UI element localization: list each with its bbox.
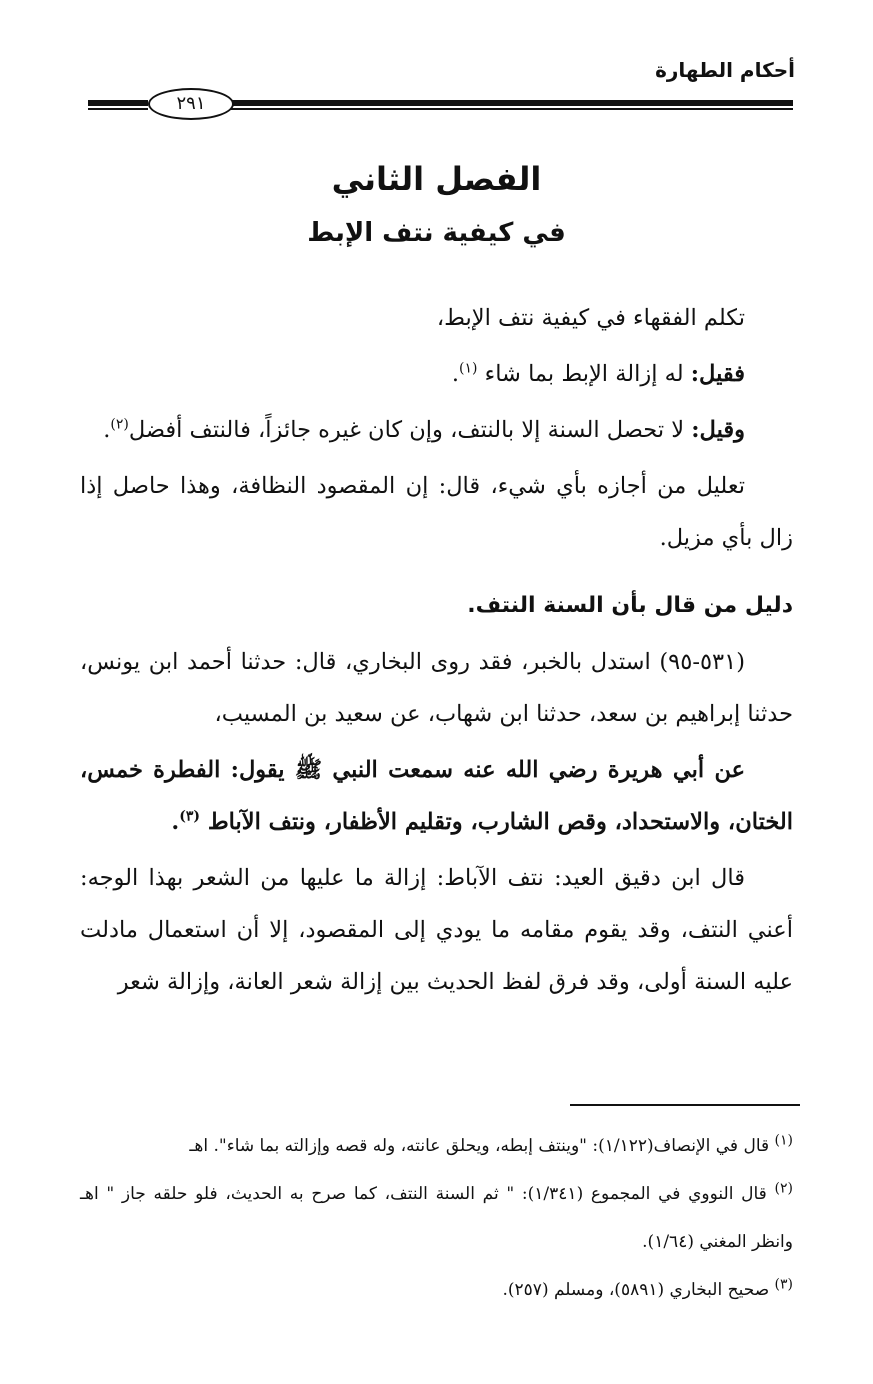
footnote-text: قال في الإنصاف(١/١٢٢): "وينتف إبطه، ويحلق عانته، وله قصه وإزالته بما شاء". اهـ <box>189 1136 770 1156</box>
chapter-subtitle: في كيفية نتف الإبط <box>307 218 566 248</box>
paragraph-first-opinion: فقيل: له إزالة الإبط بما شاء $^{(١)}$. <box>451 360 745 387</box>
footnote-separator <box>570 1104 800 1106</box>
footnote-number: (٣) <box>774 1276 793 1293</box>
paragraph-commentary: قال ابن دقيق العيد: نتف الآباط: إزالة ما عليها من الشعر بهذا الوجه: أعني النتف، وقد يقوم مقامه ما يودي إلى المقصود، إلا أن استعمال مادلت عليه السنة أولى، وقد فرق لفظ الحديث بين إزالة شعر العانة، وإزالة شعر <box>80 865 793 995</box>
header-rule-right <box>230 100 793 106</box>
opinion-label: فقيل: <box>690 361 745 387</box>
paragraph-isnad: (٥٣١-٩٥) استدل بالخبر، فقد روى البخاري، قال: حدثنا أحمد ابن يونس، حدثنا إبراهيم بن سعد، حدثنا ابن شهاب، عن سعيد بن المسيب، <box>80 649 793 727</box>
footnote-item <box>80 1170 793 1266</box>
page-number: ٢٩١ <box>148 88 234 120</box>
footnote-ref[interactable]: (١) <box>459 360 478 377</box>
opinion-label: وقيل: <box>691 417 745 443</box>
footnote-text: صحيح البخاري (٥٨٩١)، ومسلم (٢٥٧). <box>502 1280 770 1300</box>
footnote-text: قال النووي في المجموع (١/٣٤١): " ثم السنة النتف، كما صرح به الحديث، فلو حلقه جاز " اهـ وانظر المغني (١/٦٤). <box>80 1184 793 1252</box>
header-rule-left <box>88 100 148 106</box>
footnote-item <box>80 1266 793 1314</box>
chapter-title: الفصل الثاني <box>331 160 542 198</box>
footnote-ref[interactable]: (٣) <box>179 808 200 825</box>
footnote-item <box>80 1122 793 1170</box>
opinion-text: لا تحصل السنة إلا بالنتف، وإن كان غيره جائزاً، فالنتف أفضل <box>128 417 685 443</box>
opinion-text: له إزالة الإبط بما شاء <box>484 361 684 387</box>
hadith-body: عن أبي هريرة رضي الله عنه سمعت النبي ﷺ يقول: الفطرة خمس، الختان، والاستحداد، وقص الشارب، وتقليم الأظفار، ونتف الآباط <box>80 757 793 835</box>
running-title: أحكام الطهارة <box>655 58 795 82</box>
footnote-number: (١) <box>774 1132 793 1149</box>
main-text <box>80 292 793 1012</box>
paragraph-reasoning: تعليل من أجازه بأي شيء، قال: إن المقصود النظافة، وهذا حاصل إذا زال بأي مزيل. <box>80 473 793 551</box>
footnote-number: (٢) <box>774 1180 793 1197</box>
section-heading: دليل من قال بأن السنة النتف. <box>467 593 793 618</box>
paragraph-intro: تكلم الفقهاء في كيفية نتف الإبط، <box>436 305 745 331</box>
paragraph-second-opinion: وقيل: لا تحصل السنة إلا بالنتف، وإن كان غيره جائزاً، فالنتف أفضل$^{(٢)}$. <box>103 416 745 443</box>
footnote-ref[interactable]: (٢) <box>110 416 129 433</box>
hadith-text: عن أبي هريرة رضي الله عنه سمعت النبي ﷺ يقول: الفطرة خمس، الختان، والاستحداد، وقص الشارب، وتقليم الأظفار، ونتف الآباط $^{(٣)}$. <box>80 757 793 835</box>
footnotes <box>80 1122 793 1314</box>
